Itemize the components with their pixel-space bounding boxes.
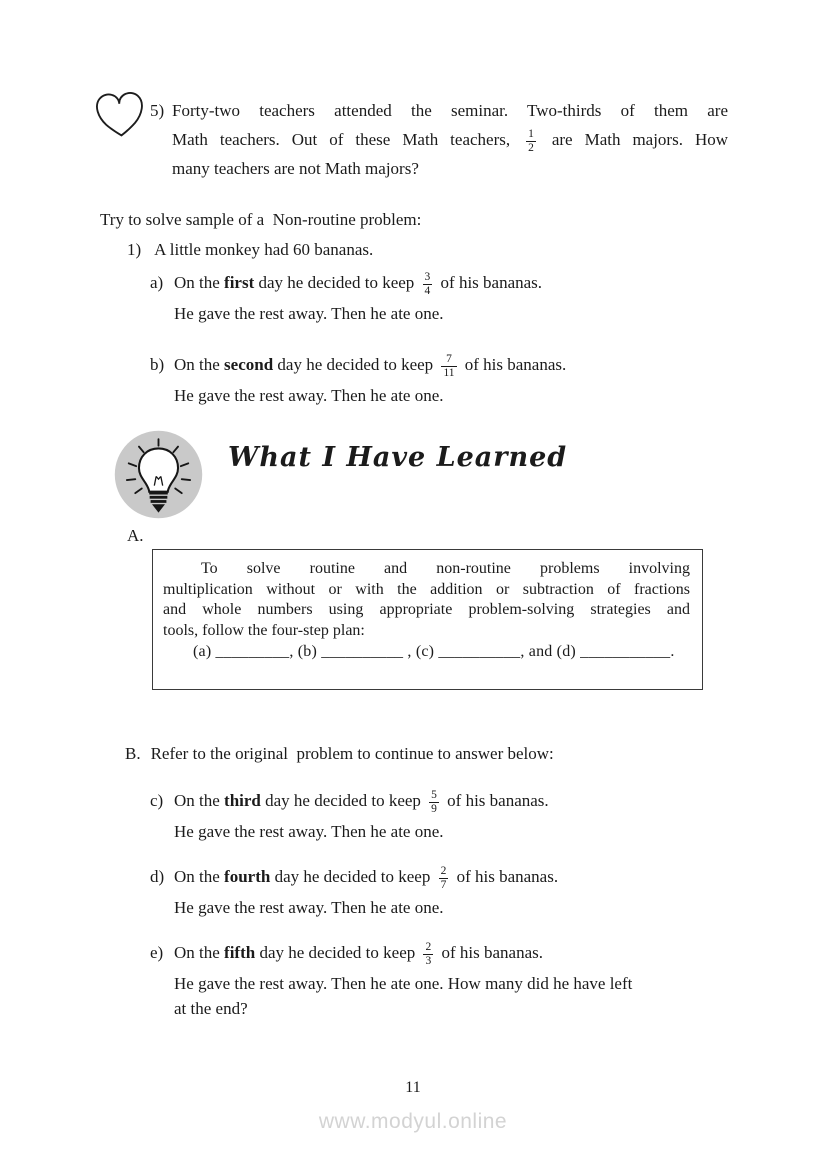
item-d-line2: He gave the rest away. Then he ate one. bbox=[174, 898, 444, 917]
item-c bbox=[150, 784, 730, 844]
section-b-label: B. bbox=[125, 744, 141, 763]
item-a-post: of his bananas. bbox=[440, 273, 543, 292]
fill-in-blanks: (a) _________, (b) __________ , (c) __________, and (d) ___________. bbox=[193, 643, 675, 660]
item-b-pre: On the bbox=[174, 355, 220, 374]
summary-line4: tools, follow the four-step plan: bbox=[163, 621, 365, 639]
item-b-sentence bbox=[174, 348, 730, 382]
summary-line2: multiplication without or with the addition or subtraction of fractions bbox=[163, 580, 690, 598]
item-a-sentence bbox=[174, 266, 730, 300]
item-d-day: fourth bbox=[224, 867, 271, 886]
item-e-line2: He gave the rest away. Then he ate one. How many did he have left bbox=[174, 974, 633, 993]
item-c-mid: day he decided to keep bbox=[265, 791, 421, 810]
item-e-post: of his bananas. bbox=[441, 943, 543, 962]
fraction-two-sevenths: $\frac{2}{7}$ bbox=[440, 864, 447, 891]
fraction-five-ninths: $\frac{5}{9}$ bbox=[431, 788, 437, 815]
item-e bbox=[150, 936, 730, 1021]
summary-box bbox=[152, 549, 703, 690]
section-heading: What I Have Learned bbox=[228, 442, 568, 473]
problem-5-text bbox=[172, 96, 728, 183]
item-a-letter: a) bbox=[150, 273, 164, 292]
item-d-mid: day he decided to keep bbox=[274, 867, 431, 886]
problem-5-line3: many teachers are not Math majors? bbox=[172, 159, 419, 179]
summary-line3: and whole numbers using appropriate problem-solving strategies and bbox=[163, 601, 690, 618]
problem-5-line1: Forty-two teachers attended the seminar. Two-thirds of them are bbox=[172, 101, 728, 120]
item-a bbox=[150, 266, 730, 326]
nonroutine-problem-1 bbox=[127, 238, 373, 262]
problem-5-line2 bbox=[172, 125, 728, 154]
problem-5-line2-post: are Math majors. How bbox=[551, 130, 728, 149]
item-c-letter: c) bbox=[150, 791, 164, 810]
section-b bbox=[125, 742, 554, 766]
section-a-label: A. bbox=[127, 526, 144, 545]
problem-5-number: 5) bbox=[150, 101, 165, 120]
item-d-post: of his bananas. bbox=[456, 867, 559, 886]
item-c-line2: He gave the rest away. Then he ate one. bbox=[174, 822, 444, 841]
fraction-one-half: $\frac{1}{2}$ bbox=[528, 127, 534, 154]
problem-1-text: A little monkey had 60 bananas. bbox=[154, 240, 374, 259]
item-c-post: of his bananas. bbox=[447, 791, 549, 810]
item-d-pre: On the bbox=[174, 867, 220, 886]
fraction-two-thirds: $\frac{2}{3}$ bbox=[425, 940, 432, 967]
item-c-day: third bbox=[224, 791, 261, 810]
nonroutine-intro: Try to solve sample of a Non-routine problem: bbox=[100, 210, 422, 229]
item-a-mid: day he decided to keep bbox=[258, 273, 415, 292]
item-c-sentence bbox=[174, 784, 730, 818]
watermark: www.modyul.online bbox=[318, 1110, 508, 1133]
page-number: 11 bbox=[405, 1079, 421, 1096]
fraction-seven-elevenths: $\frac{7}{11}$ bbox=[443, 352, 455, 379]
item-e-mid: day he decided to keep bbox=[259, 943, 416, 962]
item-b-letter: b) bbox=[150, 355, 165, 374]
problem-1-number: 1) bbox=[127, 240, 142, 259]
fraction-three-fourths: $\frac{3}{4}$ bbox=[424, 270, 431, 297]
item-b-day: second bbox=[224, 355, 274, 374]
section-b-text: Refer to the original problem to continue to answer below: bbox=[150, 744, 554, 763]
item-a-day: first bbox=[224, 273, 255, 292]
item-a-line2: He gave the rest away. Then he ate one. bbox=[174, 304, 444, 323]
item-d bbox=[150, 860, 730, 920]
item-a-pre: On the bbox=[174, 273, 220, 292]
item-c-pre: On the bbox=[174, 791, 220, 810]
item-d-sentence bbox=[174, 860, 730, 894]
heart-icon bbox=[90, 82, 150, 146]
problem-5 bbox=[150, 96, 730, 183]
item-e-day: fifth bbox=[224, 943, 256, 962]
item-e-line3: at the end? bbox=[174, 999, 248, 1018]
problem-5-line2-pre: Math teachers. Out of these Math teachers, bbox=[172, 130, 511, 149]
item-b-line2: He gave the rest away. Then he ate one. bbox=[174, 386, 444, 405]
item-b-post: of his bananas. bbox=[464, 355, 567, 374]
item-b bbox=[150, 348, 730, 408]
lightbulb-icon bbox=[112, 428, 205, 521]
item-b-mid: day he decided to keep bbox=[277, 355, 434, 374]
summary-line1: To solve routine and non-routine problems involving bbox=[201, 560, 690, 577]
item-d-letter: d) bbox=[150, 867, 165, 886]
item-e-pre: On the bbox=[174, 943, 220, 962]
item-e-letter: e) bbox=[150, 943, 164, 962]
item-e-sentence bbox=[174, 936, 730, 970]
